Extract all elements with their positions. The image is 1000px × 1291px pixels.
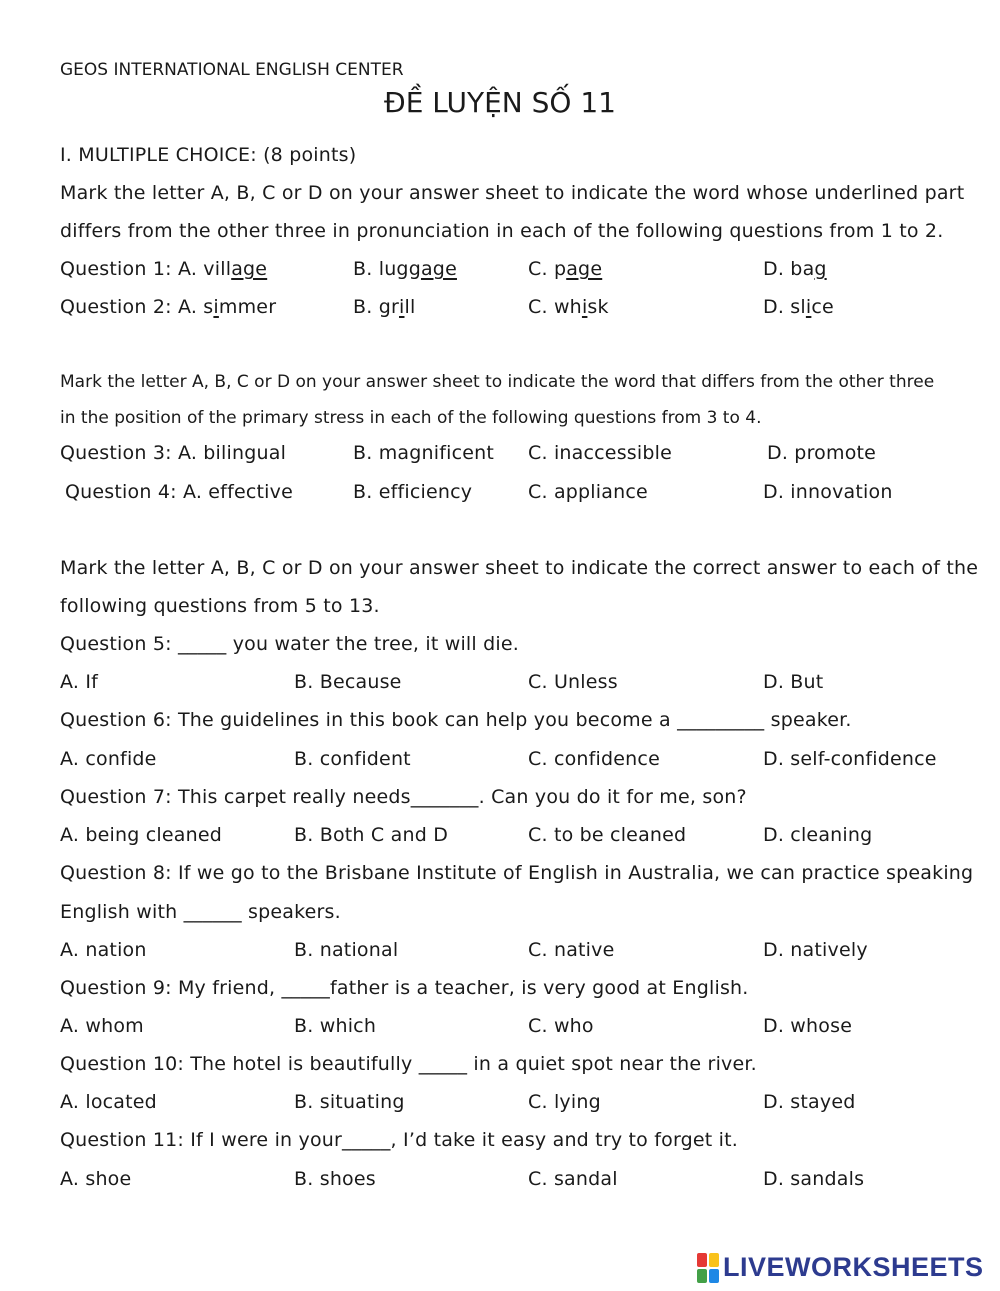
instruction-2-line-1: Mark the letter A, B, C or D on your answer sheet to indicate the word that differs from the other three xyxy=(60,372,935,392)
liveworksheets-logo xyxy=(697,1252,984,1283)
question-5-option-d: D. But xyxy=(763,671,824,693)
mark-square-blue xyxy=(709,1269,719,1283)
question-2-option-c: C. whisk xyxy=(528,296,609,318)
liveworksheets-mark-icon xyxy=(697,1253,719,1283)
question-7-option-c: C. to be cleaned xyxy=(528,824,687,846)
question-9-option-c: C. who xyxy=(528,1015,594,1037)
question-8-option-c: C. native xyxy=(528,939,615,961)
question-7-text: Question 7: This carpet really needs_______. Can you do it for me, son? xyxy=(60,786,747,808)
question-6-option-d: D. self-confidence xyxy=(763,748,937,770)
question-3-option-b: B. magnificent xyxy=(353,442,495,464)
question-9-text: Question 9: My friend, _____father is a teacher, is very good at English. xyxy=(60,977,749,999)
question-7-option-d: D. cleaning xyxy=(763,824,873,846)
question-9-option-b: B. which xyxy=(294,1015,377,1037)
question-8-text: Question 8: If we go to the Brisbane Institute of English in Australia, we can practice speaking xyxy=(60,862,974,884)
page-title: ĐỀ LUYỆN SỐ 11 xyxy=(384,86,616,119)
question-6-option-a: A. confide xyxy=(60,748,157,770)
instruction-3-line-1: Mark the letter A, B, C or D on your answer sheet to indicate the correct answer to each of the xyxy=(60,557,979,579)
question-10-option-c: C. lying xyxy=(528,1091,601,1113)
question-2-option-b: B. grill xyxy=(353,296,416,318)
question-9-option-a: A. whom xyxy=(60,1015,144,1037)
question-4-option-a: Question 4: A. effective xyxy=(65,481,293,503)
question-6-option-b: B. confident xyxy=(294,748,411,770)
instruction-3-line-2: following questions from 5 to 13. xyxy=(60,595,380,617)
mark-square-green xyxy=(697,1269,707,1283)
question-10-option-d: D. stayed xyxy=(763,1091,856,1113)
question-2-option-a: Question 2: A. simmer xyxy=(60,296,277,318)
mark-square-red xyxy=(697,1253,707,1267)
question-4-option-c: C. appliance xyxy=(528,481,648,503)
question-11-option-d: D. sandals xyxy=(763,1168,865,1190)
question-5-option-b: B. Because xyxy=(294,671,402,693)
question-1-option-a: Question 1: A. village xyxy=(60,258,268,280)
question-3-option-c: C. inaccessible xyxy=(528,442,672,464)
question-11-text: Question 11: If I were in your_____, I’d take it easy and try to forget it. xyxy=(60,1129,739,1151)
question-4-option-d: D. innovation xyxy=(763,481,893,503)
mark-square-yellow xyxy=(709,1253,719,1267)
section-heading: I. MULTIPLE CHOICE: (8 points) xyxy=(60,144,357,166)
question-8-option-a: A. nation xyxy=(60,939,147,961)
instruction-2-line-2: in the position of the primary stress in each of the following questions from 3 to 4. xyxy=(60,408,762,428)
question-4-option-b: B. efficiency xyxy=(353,481,473,503)
question-3-option-d: D. promote xyxy=(767,442,877,464)
question-8-text-line-2: English with ______ speakers. xyxy=(60,901,341,923)
question-3-option-a: Question 3: A. bilingual xyxy=(60,442,287,464)
question-7-option-a: A. being cleaned xyxy=(60,824,222,846)
question-10-text: Question 10: The hotel is beautifully _____ in a quiet spot near the river. xyxy=(60,1053,757,1075)
question-5-option-c: C. Unless xyxy=(528,671,618,693)
question-10-option-a: A. located xyxy=(60,1091,157,1113)
question-2-option-d: D. slice xyxy=(763,296,834,318)
question-9-option-d: D. whose xyxy=(763,1015,853,1037)
instruction-1-line-1: Mark the letter A, B, C or D on your answer sheet to indicate the word whose underlined part xyxy=(60,182,965,204)
question-10-option-b: B. situating xyxy=(294,1091,405,1113)
question-6-text: Question 6: The guidelines in this book can help you become a _________ speaker. xyxy=(60,709,852,731)
question-6-option-c: C. confidence xyxy=(528,748,660,770)
question-5-text: Question 5: _____ you water the tree, it will die. xyxy=(60,633,519,655)
question-11-option-c: C. sandal xyxy=(528,1168,618,1190)
question-11-option-b: B. shoes xyxy=(294,1168,376,1190)
question-1-option-b: B. luggage xyxy=(353,258,457,280)
question-1-option-d: D. bag xyxy=(763,258,827,280)
question-8-option-d: D. natively xyxy=(763,939,868,961)
question-7-option-b: B. Both C and D xyxy=(294,824,449,846)
question-8-option-b: B. national xyxy=(294,939,399,961)
center-name: GEOS INTERNATIONAL ENGLISH CENTER xyxy=(60,60,404,80)
liveworksheets-wordmark: LIVEWORKSHEETS xyxy=(723,1252,984,1282)
question-5-option-a: A. If xyxy=(60,671,99,693)
question-11-option-a: A. shoe xyxy=(60,1168,132,1190)
instruction-1-line-2: differs from the other three in pronunciation in each of the following questions from 1 to 2. xyxy=(60,220,944,242)
question-1-option-c: C. page xyxy=(528,258,603,280)
